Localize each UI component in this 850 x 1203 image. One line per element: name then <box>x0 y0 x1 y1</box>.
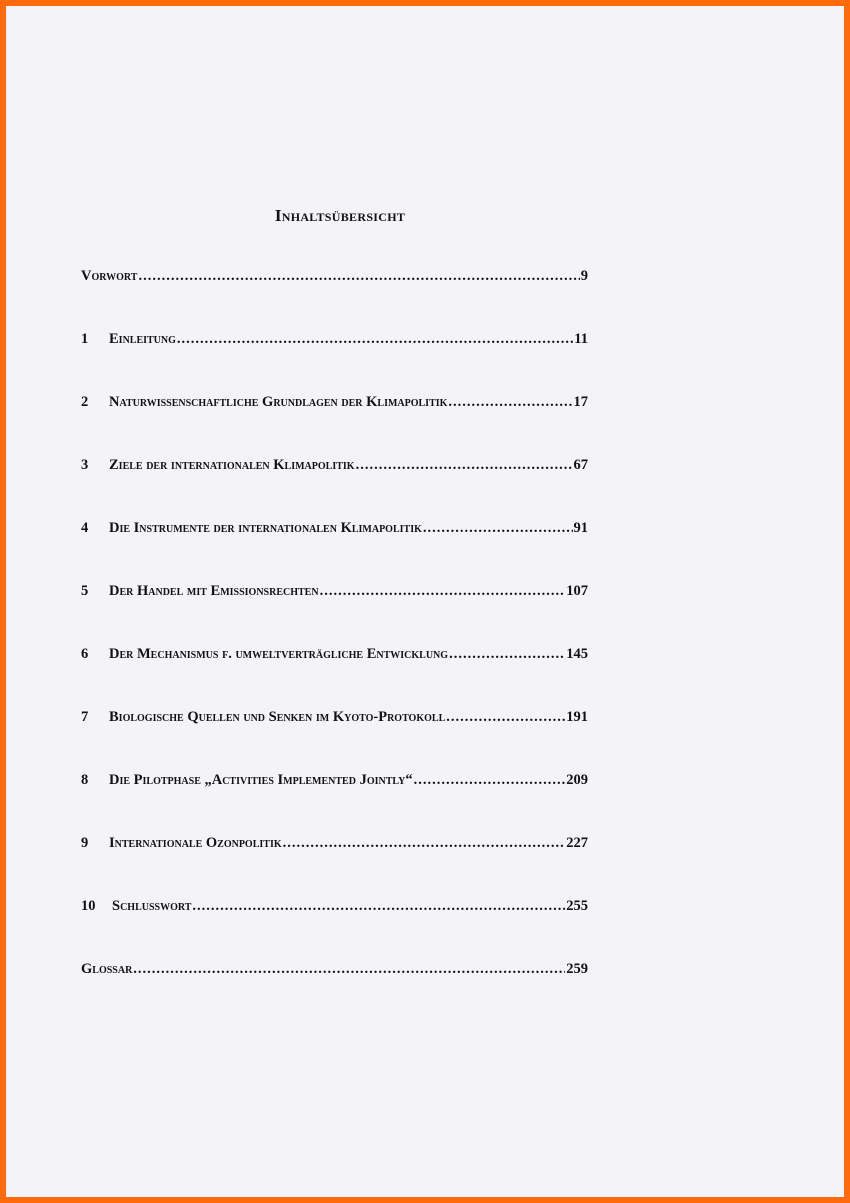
toc-entry-page: 91 <box>573 520 588 536</box>
toc-entry-page: 145 <box>566 646 588 662</box>
toc-entry-number: 5 <box>81 583 89 599</box>
toc-entry-8 <box>81 772 588 835</box>
toc-entry-3 <box>81 457 588 520</box>
toc-entry-page: 255 <box>566 898 588 914</box>
toc-entry-9 <box>81 835 588 898</box>
toc-entry-page: 209 <box>566 772 588 788</box>
toc-entry-label: Einleitung <box>109 331 176 347</box>
toc-entry-label: Ziele der internationalen Klimapolitik <box>109 457 355 473</box>
dot-leader <box>177 331 573 348</box>
table-of-contents <box>81 268 588 1024</box>
toc-entry-number: 9 <box>81 835 89 851</box>
toc-entry-label: Glossar <box>81 961 133 977</box>
toc-entry-page: 67 <box>573 457 588 473</box>
toc-entry-page: 191 <box>566 709 588 725</box>
toc-entry-5 <box>81 583 588 646</box>
dot-leader <box>283 835 566 852</box>
dot-leader <box>320 583 566 600</box>
toc-entry-label: Naturwissenschaftliche Grundlagen der Klimapolitik <box>109 394 448 410</box>
toc-entry-page: 227 <box>566 835 588 851</box>
toc-entry-7 <box>81 709 588 772</box>
toc-entry-number: 2 <box>81 394 89 410</box>
toc-entry-number: 10 <box>81 898 96 914</box>
document-page <box>6 6 844 1197</box>
dot-leader <box>133 961 565 978</box>
toc-entry-page: 17 <box>573 394 588 410</box>
toc-entry-number: 3 <box>81 457 89 473</box>
toc-entry-page: 9 <box>580 268 588 284</box>
dot-leader <box>414 772 566 789</box>
toc-entry-4 <box>81 520 588 583</box>
toc-entry-label: Schlusswort <box>112 898 192 914</box>
toc-entry-page: 11 <box>574 331 588 347</box>
dot-leader <box>449 646 565 663</box>
toc-entry-number: 6 <box>81 646 89 662</box>
dot-leader <box>192 898 565 915</box>
toc-entry-number: 7 <box>81 709 89 725</box>
toc-entry-label: Die Instrumente der internationalen Klimapolitik <box>109 520 422 536</box>
toc-entry-number: 4 <box>81 520 89 536</box>
toc-entry-label: Die Pilotphase „Activities Implemented Jointly“ <box>109 772 413 788</box>
toc-entry-number: 1 <box>81 331 89 347</box>
toc-entry-2 <box>81 394 588 457</box>
toc-entry-label: Internationale Ozonpolitik <box>109 835 282 851</box>
toc-entry-label: Vorwort <box>81 268 138 284</box>
toc-entry-number: 8 <box>81 772 89 788</box>
toc-entry-page: 107 <box>566 583 588 599</box>
dot-leader <box>423 520 573 537</box>
page-title: Inhaltsübersicht <box>274 206 406 225</box>
toc-entry-page: 259 <box>566 961 588 977</box>
dot-leader <box>446 709 565 726</box>
toc-entry-glossar <box>81 961 588 1024</box>
toc-entry-vorwort <box>81 268 588 331</box>
dot-leader <box>138 268 579 285</box>
toc-entry-label: Biologische Quellen und Senken im Kyoto-Protokoll <box>109 709 446 725</box>
dot-leader <box>448 394 572 411</box>
toc-entry-6 <box>81 646 588 709</box>
toc-entry-10 <box>81 898 588 961</box>
toc-entry-label: Der Handel mit Emissionsrechten <box>109 583 319 599</box>
dot-leader <box>356 457 573 474</box>
toc-entry-label: Der Mechanismus f. umweltverträgliche Entwicklung <box>109 646 449 662</box>
toc-entry-1 <box>81 331 588 394</box>
